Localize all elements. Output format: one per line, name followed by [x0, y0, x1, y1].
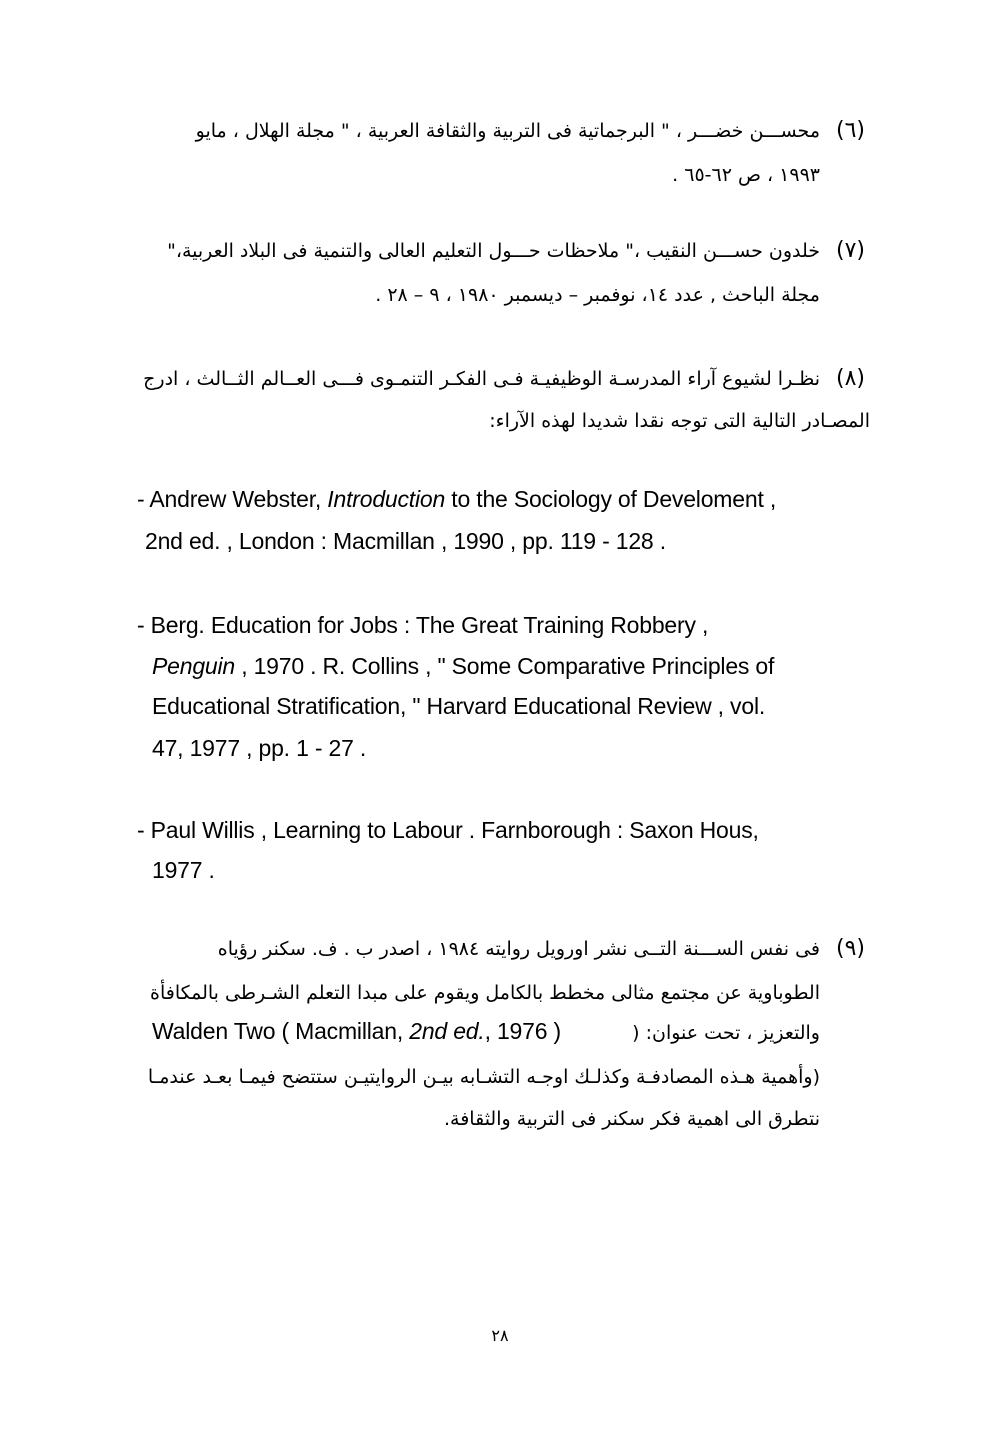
footnote-9-line-3-arabic: والتعزيز ، تحت عنوان: ( [632, 1022, 820, 1044]
reference-webster-title-rest: to the Sociology of Develoment , [445, 486, 777, 512]
footnote-9-line-4: (وأهمية هـذه المصادفـة وكذلـك اوجـه التشـابه بيـن الروايتيـن ستتضح فيمـا بعـد عندمـا [147, 1066, 820, 1088]
walden-two-title: Walden Two ( Macmillan, [152, 1018, 410, 1044]
reference-berg-line-2-rest: , 1970 . R. Collins , " Some Comparative Principles of [235, 653, 775, 679]
reference-willis-line-1: - Paul Willis , Learning to Labour . Farnborough : Saxon Hous, [137, 817, 759, 843]
reference-berg-publisher: Penguin [152, 653, 236, 679]
reference-webster-title-italic: Introduction [327, 486, 446, 512]
footnote-6-line-1: محســـن خضـــر ، " البرجماتية فى التربية والثقافة العربية ، " مجلة الهلال ، مايو [195, 120, 820, 142]
walden-two-year: , 1976 ) [484, 1018, 561, 1044]
footnote-9-line-3-english [152, 1018, 561, 1045]
reference-webster-line-1 [137, 486, 776, 513]
footnote-9-line-3 [152, 1016, 820, 1050]
footnote-9-line-5: نتطرق الى اهمية فكر سكنر فى التربية والثقافة. [443, 1108, 820, 1130]
reference-willis-line-2: 1977 . [152, 857, 215, 883]
footnote-7-number: (٧) [836, 238, 866, 263]
footnote-6-number: (٦) [836, 118, 866, 143]
footnote-8-line-1: نظـرا لشيوع آراء المدرسـة الوظيفيـة فـى الفكـر التنمـوى فـــى العــالم الثــالث ، ادرج [143, 368, 820, 390]
reference-webster-author: - Andrew Webster, [137, 486, 328, 512]
reference-webster-line-2: 2nd ed. , London : Macmillan , 1990 , pp. 119 - 128 . [145, 528, 666, 554]
footnote-9-line-2: الطوباوية عن مجتمع مثالى مخطط بالكامل ويقوم على مبدا التعلم الشـرطى بالمكافأة [150, 982, 820, 1004]
footnote-8-number: (٨) [836, 366, 866, 391]
reference-berg-line-3: Educational Stratification, " Harvard Educational Review , vol. [152, 693, 766, 719]
footnote-9-line-1: فى نفس الســـنة التــى نشر اورويل روايته ١٩٨٤ ، اصدر ب . ف. سكنر رؤياه [217, 938, 820, 960]
footnote-7-line-2: مجلة الباحث , عدد ١٤، نوفمبر – ديسمبر ١٩٨٠ ، ٩ – ٢٨ . [375, 284, 820, 306]
footnote-9-number: (٩) [836, 936, 866, 961]
footnote-6-line-2: ١٩٩٣ ، ص ٦٢-٦٥ . [672, 164, 820, 186]
reference-berg-line-2 [152, 653, 774, 680]
page-number: ٢٨ [491, 1326, 509, 1345]
reference-berg-line-4: 47, 1977 , pp. 1 - 27 . [152, 735, 367, 761]
footnote-7-line-1: خلدون حســـن النقيب ،" ملاحظات حـــول التعليم العالى والتنمية فى البلاد العربية،" [167, 240, 820, 262]
reference-berg-line-1: - Berg. Education for Jobs : The Great Training Robbery , [137, 612, 709, 638]
walden-two-edition: 2nd ed. [409, 1018, 485, 1044]
footnote-8-line-2: المصـادر التالية التى توجه نقدا شديدا لهذه الآراء: [489, 410, 870, 432]
